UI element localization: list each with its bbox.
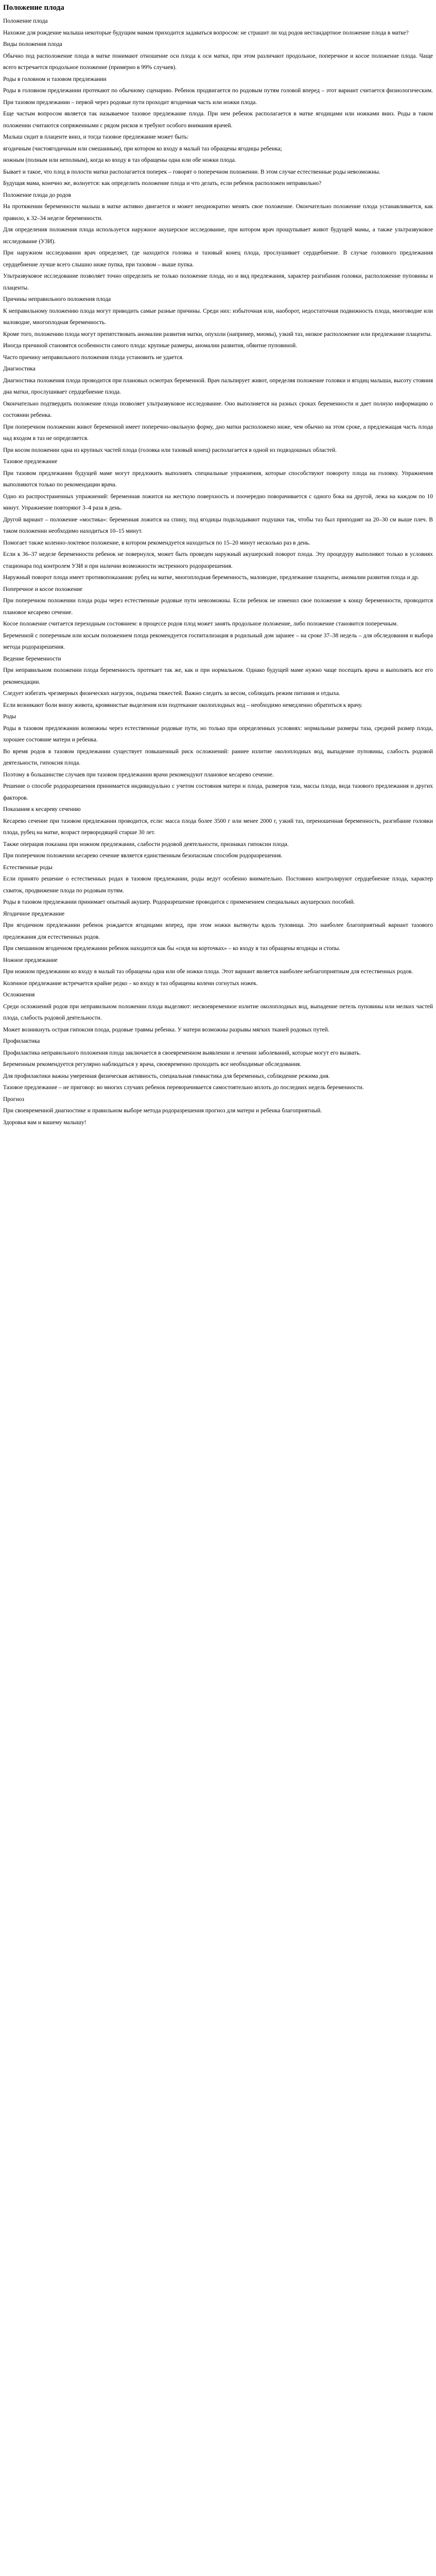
paragraph: Осложнения — [3, 992, 35, 998]
paragraph: При косом положении одна из крупных частей плода (головка или тазовый конец) располагается в одной из подвздошных областей. — [3, 447, 337, 453]
paragraph: Прогноз — [3, 1096, 24, 1103]
paragraph: Профилактика неправильного положения плода заключается в своевременном выявлении и лечении заболеваний, которые могут его вызвать. — [3, 1049, 361, 1056]
paragraph: Беременным рекомендуется регулярно наблюдаться у врача, своевременно проходить все необходимые обследования. — [3, 1061, 302, 1067]
paragraph: Среди осложнений родов при неправильном положении плода выделяют: несвоевременное излитие околоплодных вод, выпадение петель пуповины или мелких частей плода, слабость родовой деятельности. — [3, 1003, 433, 1021]
paragraph: Причины неправильного положения плода — [3, 296, 111, 302]
paragraph: При ножном предлежании ко входу в малый таз обращены одна или обе ножки плода. Этот вариант является наиболее неблагоприятным для естественных родов. — [3, 969, 413, 975]
document-body — [3, 15, 433, 1128]
paragraph: Роды в тазовом предлежании принимает опытный акушер. Родоразрешение проводится с применением специальных акушерских пособий. — [3, 899, 355, 905]
paragraph: Ягодичное предлежание — [3, 910, 65, 917]
paragraph: К неправильному положению плода могут приводить самые разные причины. Среди них: избыточная или, наоборот, недостаточная подвижность плода, многоводие или маловодие, многоплодная беременность. — [3, 308, 433, 326]
paragraph: Иногда причиной становятся особенности самого плода: крупные размеры, аномалии развития, обвитие пуповиной. — [3, 343, 298, 349]
paragraph: При неправильном положении плода беременность протекает так же, как и при нормальном. Однако будущей маме нужно чаще посещать врача и выполнять все его рекомендации. — [3, 667, 433, 685]
paragraph: Окончательно подтвердить положение плода позволяет ультразвуковое исследование. Оно выполняется на разных сроках беременности и дает полную информацию о состоянии ребенка. — [3, 400, 433, 418]
paragraph: ягодичным (чистоягодичным или смешанным), при котором ко входу в малый таз обращены ягодицы ребенка; — [3, 145, 282, 152]
paragraph: Для определения положения плода используется наружное акушерское исследование, при котором врач прощупывает живот будущей мамы, а также ультразвуковое исследование (УЗИ). — [3, 227, 433, 245]
paragraph: Следует избегать чрезмерных физических нагрузок, подъема тяжестей. Важно следить за весом, соблюдать режим питания и отдыха. — [3, 690, 340, 697]
paragraph: Для профилактики важны умеренная физическая активность, специальная гимнастика для беременных, соблюдение режима дня. — [3, 1073, 330, 1079]
paragraph: Решение о способе родоразрешения принимается индивидуально с учетом состояния матери и плода, размеров таза, массы плода, вида тазового предлежания и других факторов. — [3, 783, 433, 801]
paragraph: Тазовое предлежание — [3, 459, 58, 465]
paragraph: Кесарево сечение при тазовом предлежании проводится, если: масса плода более 3500 г или менее 2000 г, узкий таз, переношенная беременность, разгибание головки плода, рубец на матке, возраст первородящей старше 30 лет. — [3, 818, 433, 836]
paragraph: При поперечном положении живот беременной имеет поперечно-овальную форму, дно матки расположено ниже, чем обычно на этом сроке, а предлежащая часть плода над входом в таз не определяется. — [3, 423, 433, 442]
paragraph: Беременной с поперечным или косым положением плода рекомендуется госпитализация в родильный дом заранее – на сроке 37–38 недель – для обследования и выбора метода родоразрешения. — [3, 632, 433, 650]
paragraph: На протяжении беременности малыш в матке активно двигается и может неоднократно менять свое положение. Окончательно положение плода устанавливается, как правило, к 32–34 неделе беременности. — [3, 204, 433, 222]
paragraph: Диагностика положения плода проводится при плановых осмотрах беременной. Врач пальпирует живот, определяя положение головки и ягодиц малыша, высоту стояния дна матки, прослушивает сердцебиение плода. — [3, 377, 433, 395]
paragraph: Помогает также коленно-локтевое положение, в котором рекомендуется находиться по 15–20 минут несколько раз в день. — [3, 539, 310, 546]
paragraph: Здоровья вам и вашему малышу! — [3, 1119, 86, 1126]
paragraph: Еще частым вопросом является так называемое тазовое предлежание плода. При нем ребенок располагается в матке ягодицами или ножками вниз. Роды в таком положении считаются сопряженными с рядом рисков и требуют особого внимания врачей. — [3, 111, 433, 129]
paragraph: Роды — [3, 714, 16, 720]
paragraph: Положение плода — [3, 18, 48, 24]
paragraph: Диагностика — [3, 366, 36, 372]
paragraph: Роды в головном и тазовом предлежании — [3, 76, 107, 82]
paragraph: ножным (полным или неполным), когда ко входу в таз обращены одна или обе ножки плода. — [3, 157, 236, 163]
paragraph: Также операция показана при ножном предлежании, слабости родовой деятельности, признаках гипоксии плода. — [3, 841, 289, 848]
paragraph: Роды в тазовом предлежании возможны через естественные родовые пути, но только при определенных условиях: нормальные размеры таза, средний размер плода, хорошее состояние матери и ребенка. — [3, 725, 433, 743]
paragraph: Во время родов в тазовом предлежании существует повышенный риск осложнений: раннее излитие околоплодных вод, выпадение пуповины, слабость родовой деятельности, гипоксия плода. — [3, 748, 433, 766]
paragraph: Ножное предлежание — [3, 957, 58, 963]
paragraph: Ультразвуковое исследование позволяет точно определить не только положение плода, но и вид предлежания, характер разгибания головки, расположение пуповины и плаценты. — [3, 273, 433, 291]
paragraph: При смешанном ягодичном предлежании ребенок находится как бы «сидя на корточках» – ко входу в таз обращены ягодицы и стопы. — [3, 945, 341, 952]
paragraph: Виды положения плода — [3, 41, 62, 47]
paragraph: При своевременной диагностике и правильном выборе метода родоразрешения прогноз для матери и ребенка благоприятный. — [3, 1108, 322, 1114]
paragraph: Другой вариант – положение «мостика»: беременная ложится на спину, под ягодицы подкладывают подушки так, чтобы таз был приподнят на 20–30 см выше плеч. В таком положении необходимо находиться 10–15 минут. — [3, 516, 433, 534]
paragraph: Коленное предлежание встречается крайне редко – ко входу в таз обращены колени согнутых ножек. — [3, 980, 258, 987]
paragraph: Положение плода до родов — [3, 192, 72, 198]
paragraph: Кроме того, положению плода могут препятствовать аномалии развития матки, опухоли (например, миомы), узкий таз, низкое расположение или предлежание плаценты. — [3, 331, 432, 337]
paragraph: Косое положение считается переходным состоянием: в процессе родов плод может занять продольное положение, либо положение становится поперечным. — [3, 621, 398, 627]
paragraph: Бывает и такое, что плод в полости матки располагается поперек – говорят о поперечном положении. В этом случае естественные роды невозможны. — [3, 168, 380, 175]
paragraph: Может возникнуть острая гипоксия плода, родовые травмы ребенка. У матери возможны разрывы мягких тканей родовых путей. — [3, 1026, 329, 1033]
paragraph: Часто причину неправильного положения плода установить не удается. — [3, 354, 184, 361]
paragraph: Показания к кесареву сечению — [3, 806, 81, 812]
paragraph: Профилактика — [3, 1038, 40, 1044]
page-title: Положение плода — [3, 4, 64, 12]
paragraph: Если принято решение о естественных родах в тазовом предлежании, роды ведут особенно внимательно. Постоянно контролируют сердцебиение плода, характер схваток, продвижение плода по родовым путям. — [3, 876, 433, 894]
paragraph: Будущая мама, конечно же, волнуется: как определить положение плода и что делать, если ребенок расположен неправильно? — [3, 180, 322, 187]
paragraph: Если к 36–37 неделе беременности ребенок не повернулся, может быть проведен наружный акушерский поворот плода. Эту процедуру выполняют только в условиях стационара под контролем УЗИ и при наличии возможности экстренного родоразрешения. — [3, 551, 433, 569]
paragraph: Ведение беременности — [3, 655, 61, 662]
paragraph: Естественные роды — [3, 864, 53, 871]
paragraph: Обычно под расположение плода в матке понимают отношение оси плода к оси матки, при этом различают продольное, поперечное и косое положение плода. Чаще всего встречается продольное положение (примерно в 99% случаев). — [3, 53, 433, 71]
paragraph: Тазовое предлежание – не приговор: во многих случаях ребенок переворачивается самостоятельно вплоть до последних недель беременности. — [3, 1084, 364, 1091]
paragraph: При поперечном положении плода роды через естественные родовые пути невозможны. Если ребенок не изменил свое положение к концу беременности, проводится плановое кесарево сечение. — [3, 598, 433, 616]
paragraph: Поперечное и косое положение — [3, 586, 82, 592]
paragraph: Роды в головном предлежании протекают по обычному сценарию. Ребенок продвигается по родовым путям головой вперед – этот вариант считается физиологическим. При тазовом предлежании – первой через родовые пути проходит ягодичная часть или ножки плода. — [3, 88, 433, 106]
paragraph: Нахожне для рождение малыша некоторые будущим мамам приходится задаваться вопросом: не страшит ли ход родов нестандартное положение плода в матке? — [3, 29, 409, 36]
paragraph: Если возникают боли внизу живота, кровянистые выделения или подтекание околоплодных вод – необходимо немедленно обратиться к врачу. — [3, 702, 363, 708]
paragraph: При ягодичном предлежании ребенок рождается ягодицами вперед, при этом ножки вытянуты вдоль туловища. Это наиболее благоприятный вариант тазового предлежания для естественных родов. — [3, 922, 433, 940]
paragraph: Одно из распространенных упражнений: беременная ложится на жесткую поверхность и поочередно поворачивается с одного бока на другой, лежа на каждом по 10 минут. Упражнение повторяют 3–4 раза в день. — [3, 493, 433, 511]
paragraph: Поэтому в большинстве случаев при тазовом предлежании врачи рекомендуют плановое кесарево сечение. — [3, 771, 274, 778]
paragraph: Наружный поворот плода имеет противопоказания: рубец на матке, многоплодная беременность, маловодие, предлежание плаценты, аномалии развития плода и др. — [3, 574, 420, 581]
paragraph: Малыш сидит в плаценте вниз, и тогда тазовое предлежание может быть: — [3, 134, 189, 140]
paragraph: При наружном исследовании врач определяет, где находится головка и тазовый конец плода, прослушивает сердцебиение. В случае головного предлежания сердцебиение лучше всего слышно ниже пупка, при тазовом – выше пупка. — [3, 250, 433, 268]
paragraph: При тазовом предлежании будущей маме могут предложить выполнять специальные упражнения, которые способствуют повороту плода на головку. Упражнения выполняются только по рекомендации врача. — [3, 470, 433, 488]
paragraph: При поперечном положении кесарево сечение является единственным безопасным способом родоразрешения. — [3, 853, 283, 859]
